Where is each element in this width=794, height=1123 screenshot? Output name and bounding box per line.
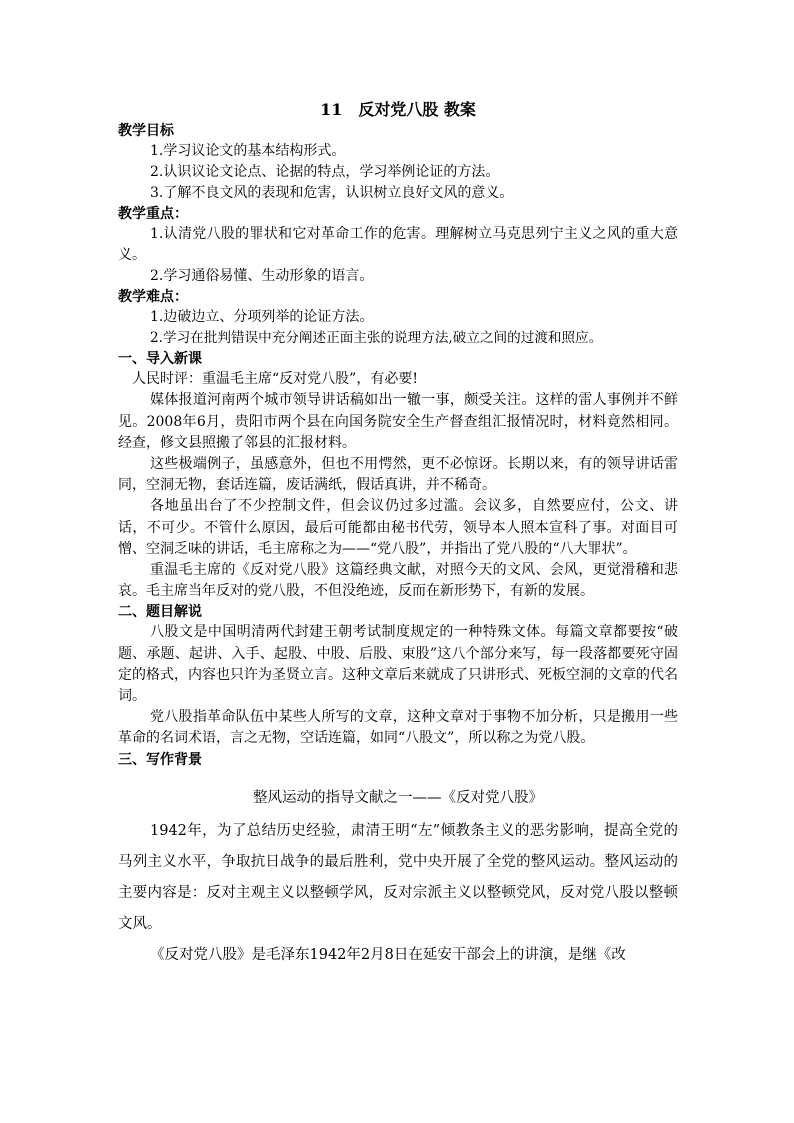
document-body: [118, 99, 678, 971]
intro-lead: 人民时评：重温毛主席“反对党八股”，有必要!: [132, 371, 418, 388]
intro-paragraph: 重温毛主席的《反对党八股》这篇经典文献，对照今天的文风、会风，更觉滑稽和悲哀。毛主席当年反对的党八股，不但没绝迹，反而在新形势下，有新的发展。: [118, 562, 678, 600]
background-paragraph: 《反对党八股》是毛泽东1942年2月8日在延安干部会上的讲演，是继《改: [150, 946, 626, 963]
goal-item: 2.认识议论文论点、论据的特点，学习举例论证的方法。: [150, 164, 500, 180]
section-heading-difficulties: 教学难点：: [118, 289, 188, 306]
section-heading-background: 三、写作背景: [118, 751, 202, 768]
intro-paragraph: 这些极端例子，虽感意外，但也不用愕然，更不必惊讶。长期以来，有的领导讲话雷同，空洞无物，套话连篇，废话满纸，假话真讲，并不稀奇。: [118, 456, 678, 494]
goal-item: 1.学习议论文的基本结构形式。: [150, 143, 346, 159]
section-heading-goals: 教学目标: [118, 123, 174, 139]
intro-paragraph: 媒体报道河南两个城市领导讲话稿如出一辙一事，颇受关注。这样的雷人事例并不鲜见。2008年6月，贵阳市两个县在向国务院安全生产督查组汇报情况时，材料竟然相同。经查，修文县照搬了邻县的汇报材料。: [118, 392, 678, 451]
difficulty-item: 2.学习在批判错误中充分阐述正面主张的说理方法,破立之间的过渡和照应。: [150, 330, 603, 347]
key-point-item: 1.认清党八股的罪状和它对革命工作的危害。理解树立马克思列宁主义之风的重大意义。: [118, 226, 678, 264]
section-heading-key-points: 教学重点：: [118, 206, 188, 222]
intro-paragraph: 各地虽出台了不少控制文件，但会议仍过多过滥。会议多，自然要应付，公文、讲话，不可少。不管什么原因，最后可能都由秘书代劳，领导本人照本宣科了事。对面目可憎、空洞乏味的讲话，毛主席称之为——“党八股”，并指出了党八股的“八大罪状”。: [118, 498, 678, 557]
background-subtitle: 整风运动的指导文献之一——《反对党八股》: [253, 789, 543, 806]
section-heading-intro: 一、导入新课: [118, 351, 202, 368]
key-point-item: 2.学习通俗易懂、生动形象的语言。: [150, 268, 374, 285]
explain-paragraph: 八股文是中国明清两代封建王朝考试制度规定的一种特殊文体。每篇文章都要按“破题、承题、起讲、入手、起股、中股、后股、束股”这八个部分来写，每一段落都要死守固定的格式，内容也只许为圣贤立言。这种文章后来就成了只讲形式、死板空洞的文章的代名词。: [118, 624, 678, 705]
background-paragraph: 1942年，为了总结历史经验，肃清王明“左”倾教条主义的恶劣影响，提高全党的马列主义水平，争取抗日战争的最后胜利，党中央开展了全党的整风运动。整风运动的主要内容是：反对主观主义以整顿学风，反对宗派主义以整顿党风，反对党八股以整顿文风。: [118, 822, 678, 932]
section-heading-explain: 二、题目解说: [118, 604, 202, 621]
document-title: 11 反对党八股 教案: [320, 100, 476, 119]
goal-item: 3.了解不良文风的表现和危害，认识树立良好文风的意义。: [150, 185, 514, 201]
explain-paragraph: 党八股指革命队伍中某些人所写的文章，这种文章对于事物不加分析，只是搬用一些革命的名词术语，言之无物，空话连篇，如同“八股文”，所以称之为党八股。: [118, 709, 678, 747]
difficulty-item: 1.边破边立、分项列举的论证方法。: [150, 309, 374, 326]
